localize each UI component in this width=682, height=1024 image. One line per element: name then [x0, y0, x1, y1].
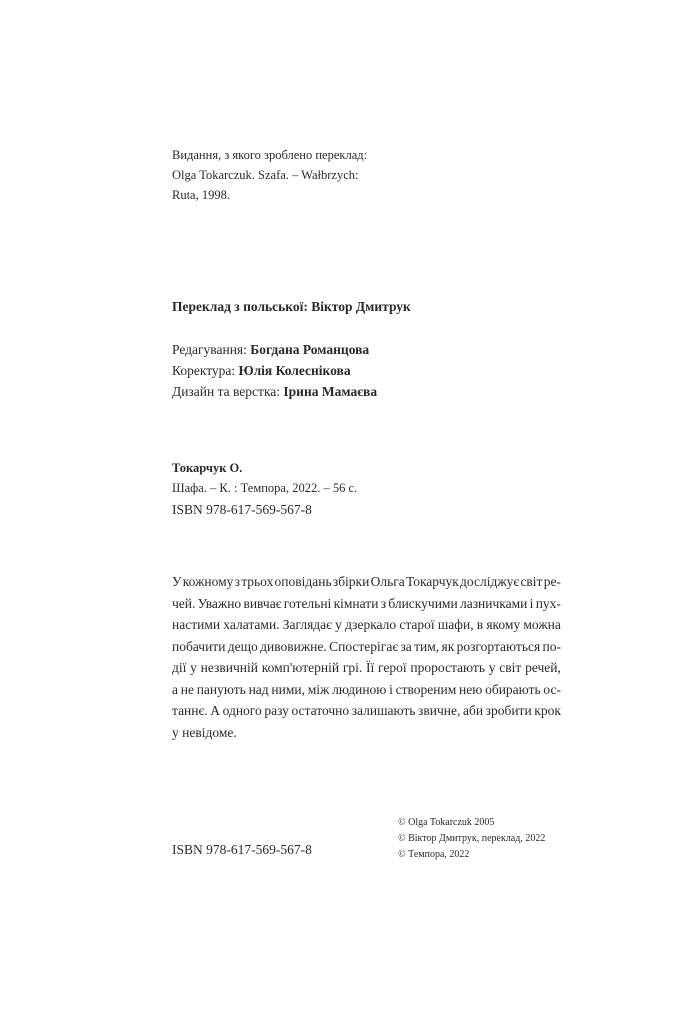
annotation-line: дії у незвичній комп'ютерній грі. Її герої проростають у світ речей,	[172, 660, 561, 675]
isbn-bottom: ISBN 978-617-569-567-8	[172, 842, 312, 857]
annotation-line: чей. Уважно вивчає готельні кімнати з блискучими лазничками і пух-	[172, 595, 561, 611]
credit-name: Богдана Романцова	[250, 342, 370, 357]
copyright-block	[398, 815, 545, 863]
annotation-line: настими халатами. Заглядає у дзеркало старої шафи, в якому можна	[172, 617, 561, 632]
credit-role: Дизайн та верстка:	[172, 384, 284, 399]
copyright-line: © Olga Tokarczuk 2005	[398, 817, 495, 828]
credit-name: Ірина Мамаєва	[283, 384, 378, 399]
translator-credit: Переклад з польської: Віктор Дмитрук	[172, 299, 411, 314]
credit-proofreading	[172, 360, 377, 381]
credit-role: Коректура:	[172, 363, 239, 378]
annotation-line: а не панують над ними, між людиною і створеним нею обирають ос-	[172, 681, 561, 697]
source-edition-block	[172, 145, 367, 205]
source-line: Видання, з якого зроблено переклад:	[172, 148, 368, 162]
copyright-line: © Віктор Дмитрук, переклад, 2022	[398, 833, 546, 844]
annotation-line: таннє. А одного разу остаточно залишають звичне, аби зробити крок	[172, 703, 561, 718]
source-line: Olga Tokarczuk. Szafa. – Wałbrzych:	[172, 168, 359, 182]
source-line: Ruta, 1998.	[172, 188, 230, 202]
catalog-entry: Шафа. – К. : Темпора, 2022. – 56 с.	[172, 481, 358, 495]
credit-role: Редагування:	[172, 342, 251, 357]
credit-design	[172, 381, 377, 402]
annotation-paragraph	[172, 571, 561, 743]
credit-name: Юлія Колеснікова	[238, 363, 351, 378]
annotation-line: У кожному з трьох оповідань збірки Ольга Токарчук досліджує світ ре-	[172, 574, 561, 589]
isbn-top: ISBN 978-617-569-567-8	[172, 502, 312, 517]
annotation-line: побачити дещо дивовижне. Спостерігає за тим, як розгортаються по-	[172, 638, 561, 654]
credit-editing	[172, 339, 377, 360]
copyright-line: © Темпора, 2022	[398, 849, 470, 860]
credits-block	[172, 339, 377, 402]
catalog-author: Токарчук О.	[172, 461, 243, 475]
catalog-record	[172, 458, 357, 498]
annotation-line: у невідоме.	[172, 724, 237, 740]
